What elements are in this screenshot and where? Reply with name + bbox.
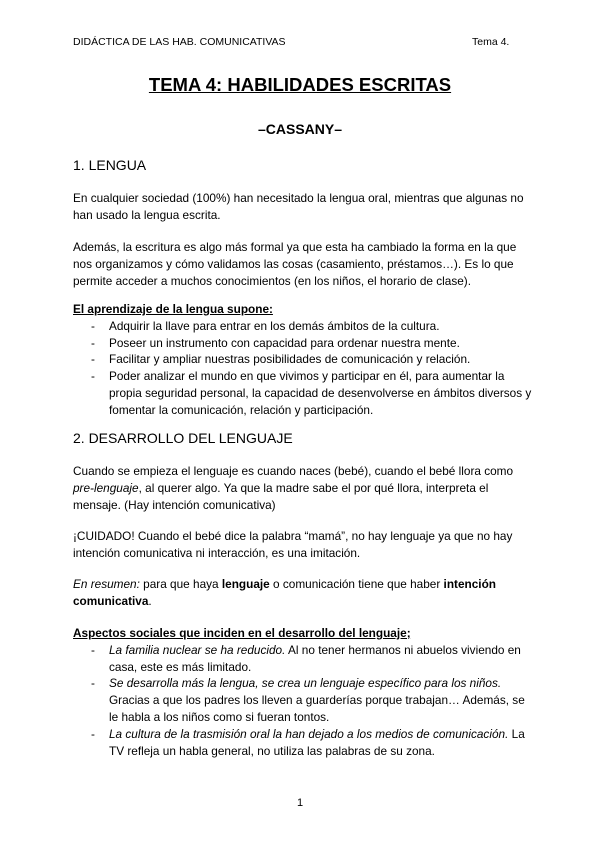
- list-item: - Poseer un instrumento con capacidad para ordenar nuestra mente.: [73, 335, 533, 352]
- section-2-paragraph-1: Cuando se empieza el lenguaje es cuando naces (bebé), cuando el bebé llora como pre-lenguaje, al querer algo. Ya que la madre sabe el por qué llora, interpreta el mensaje. (Hay intención comunicativa): [73, 464, 514, 512]
- list-item: - Poder analizar el mundo en que vivimos y participar en él, para aumentar la propia seguridad personal, la capacidad de desenvolverse en ámbitos diversos y fomentar la comunicación, relación y participación.: [73, 368, 533, 418]
- page-number: 1: [296, 797, 304, 809]
- list-item: - La cultura de la trasmisión oral la han dejado a los medios de comunicación. La TV refleja un habla general, no utiliza las palabras de su zona.: [73, 726, 533, 760]
- section-1-list: [73, 301, 533, 419]
- list-item: - Facilitar y ampliar nuestras posibilidades de comunicación y relación.: [73, 351, 533, 368]
- section-1-paragraph-1: En cualquier sociedad (100%) han necesitado la lengua oral, mientras que algunas no han usado la lengua escrita.: [73, 191, 524, 222]
- section-2-summary: En resumen: para que haya lenguaje o comunicación tiene que haber intención comunicativa.: [73, 577, 496, 608]
- list-item: - Se desarrolla más la lengua, se crea un lenguaje específico para los niños. Gracias a que los padres los lleven a guarderías porque trabajan… Además, se le habla a los niños como si fueran tontos.: [73, 675, 533, 725]
- list-title: Aspectos sociales que inciden en el desarrollo del lenguaje;: [73, 626, 411, 640]
- list-title: El aprendizaje de la lengua supone:: [73, 302, 273, 316]
- section-2-list: [73, 625, 533, 759]
- section-2-paragraph-2: ¡CUIDADO! Cuando el bebé dice la palabra “mamá”, no hay lenguaje ya que no hay intención comunicativa ni interacción, es una imitación.: [73, 529, 513, 560]
- section-1-heading: 1. LENGUA: [73, 157, 147, 173]
- page-title: TEMA 4: HABILIDADES ESCRITAS: [148, 74, 452, 95]
- section-2-heading: 2. DESARROLLO DEL LENGUAJE: [73, 430, 293, 446]
- section-1-paragraph-2: Además, la escritura es algo más formal ya que esta ha cambiado la forma en la que nos organizamos y cómo validamos las cosas (casamiento, préstamos…). Es lo que permite acceder a muchos conocimientos (en los niños, el horario de clase).: [73, 240, 517, 288]
- header-left: DIDÁCTICA DE LAS HAB. COMUNICATIVAS: [73, 36, 286, 48]
- list-item: - La familia nuclear se ha reducido. Al no tener hermanos ni abuelos viviendo en casa, este es más limitado.: [73, 642, 533, 676]
- header-right: Tema 4.: [472, 36, 510, 48]
- list-item: - Adquirir la llave para entrar en los demás ámbitos de la cultura.: [73, 318, 533, 335]
- page-subtitle: –CASSANY–: [257, 121, 343, 137]
